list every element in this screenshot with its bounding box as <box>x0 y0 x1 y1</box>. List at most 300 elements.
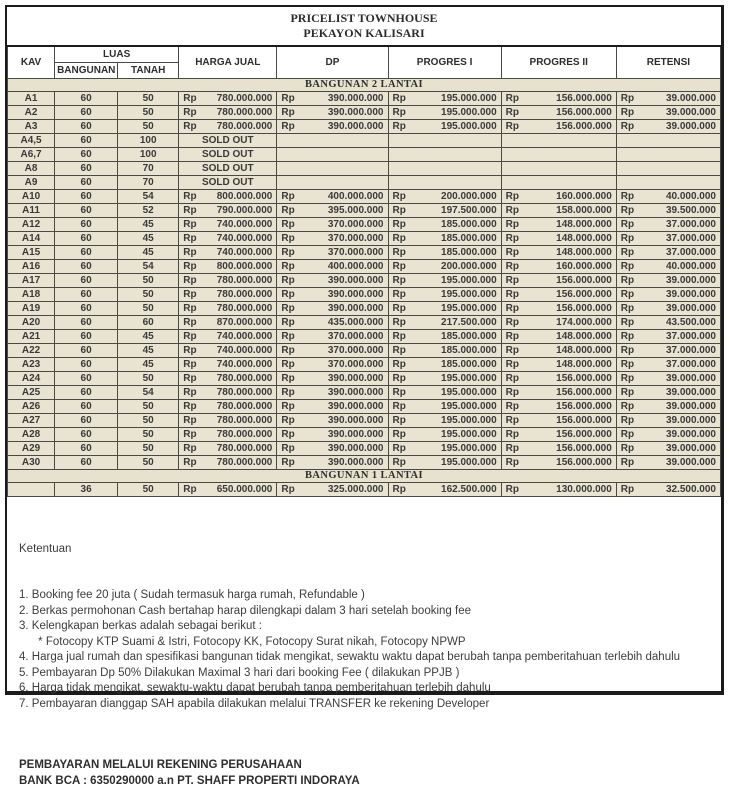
kav-cell: A21 <box>8 329 55 343</box>
tanah-cell: 52 <box>118 203 179 217</box>
amount-value: 390.000.000 <box>327 302 384 314</box>
amount-value: 740.000.000 <box>216 218 273 230</box>
progres-2-cell <box>501 385 616 399</box>
amount-value: 148.000.000 <box>556 358 612 370</box>
amount-value: 185.000.000 <box>441 232 497 244</box>
dp-cell <box>277 385 388 399</box>
tanah-cell: 50 <box>118 371 179 385</box>
harga-jual-cell <box>179 105 277 119</box>
retensi-cell <box>616 273 720 287</box>
dp-cell <box>277 413 388 427</box>
progres-1-cell <box>388 343 501 357</box>
amount-value: 156.000.000 <box>556 92 612 104</box>
terms-item: 3. Kelengkapan berkas adalah sebagai berikut : <box>19 620 262 632</box>
currency-label: Rp <box>505 288 519 300</box>
currency-label: Rp <box>183 106 197 118</box>
tanah-cell: 54 <box>118 189 179 203</box>
progres-2-cell <box>501 231 616 245</box>
bangunan-cell: 60 <box>55 329 118 343</box>
document-title: PRICELIST TOWNHOUSE <box>290 11 438 25</box>
kav-cell: A28 <box>8 427 55 441</box>
tanah-cell: 45 <box>118 329 179 343</box>
table-row <box>8 189 721 203</box>
currency-label: Rp <box>281 218 295 230</box>
progres-2-cell <box>501 203 616 217</box>
kav-cell: A3 <box>8 119 55 133</box>
harga-jual-cell <box>179 343 277 357</box>
currency-label: Rp <box>183 92 197 104</box>
amount-value: 195.000.000 <box>441 414 497 426</box>
bangunan-cell: 60 <box>55 441 118 455</box>
dp-cell <box>277 189 388 203</box>
dp-cell <box>277 329 388 343</box>
progres-2-cell <box>501 455 616 469</box>
retensi-cell <box>616 482 720 496</box>
amount-value: 37.000.000 <box>665 330 716 342</box>
currency-label: Rp <box>392 358 406 370</box>
payment-info <box>7 743 721 789</box>
currency-label: Rp <box>281 386 295 398</box>
currency-label: Rp <box>505 400 519 412</box>
kav-cell: A19 <box>8 301 55 315</box>
progres-1-cell <box>388 371 501 385</box>
table-row <box>8 357 721 371</box>
harga-jual-cell <box>179 329 277 343</box>
currency-label: Rp <box>505 428 519 440</box>
amount-value: 740.000.000 <box>216 330 273 342</box>
bangunan-cell: 60 <box>55 105 118 119</box>
table-row <box>8 133 721 147</box>
amount-value: 740.000.000 <box>216 358 273 370</box>
currency-label: Rp <box>392 483 406 495</box>
harga-jual-cell <box>179 217 277 231</box>
amount-value: 156.000.000 <box>556 274 612 286</box>
tanah-cell: 50 <box>118 301 179 315</box>
currency-label: Rp <box>281 92 295 104</box>
kav-cell: A17 <box>8 273 55 287</box>
amount-value: 156.000.000 <box>556 372 612 384</box>
dp-cell <box>277 273 388 287</box>
terms-item: 4. Harga jual rumah dan spesifikasi bangunan tidak mengikat, sewaktu waktu dapat berubah tanpa pemberitahuan terlebih dahulu <box>19 651 681 663</box>
currency-label: Rp <box>505 232 519 244</box>
amount-value: 156.000.000 <box>556 428 612 440</box>
amount-value: 780.000.000 <box>216 442 273 454</box>
dp-cell <box>277 357 388 371</box>
amount-value: 780.000.000 <box>216 302 273 314</box>
amount-value: 780.000.000 <box>216 92 273 104</box>
currency-label: Rp <box>392 442 406 454</box>
kav-cell: A11 <box>8 203 55 217</box>
harga-jual-cell <box>179 301 277 315</box>
amount-value: 195.000.000 <box>441 288 497 300</box>
currency-label: Rp <box>183 246 197 258</box>
table-row <box>8 455 721 469</box>
currency-label: Rp <box>620 246 635 258</box>
progres-2-cell <box>501 147 616 161</box>
pricelist-table-body <box>8 78 721 496</box>
retensi-cell <box>616 217 720 231</box>
currency-label: Rp <box>392 120 406 132</box>
currency-label: Rp <box>505 414 519 426</box>
amount-value: 195.000.000 <box>441 400 497 412</box>
currency-label: Rp <box>505 218 519 230</box>
dp-cell <box>277 231 388 245</box>
amount-value: 390.000.000 <box>327 442 384 454</box>
currency-label: Rp <box>183 218 197 230</box>
table-row <box>8 105 721 119</box>
amount-value: 390.000.000 <box>327 288 384 300</box>
bangunan-cell: 60 <box>55 455 118 469</box>
kav-cell: A16 <box>8 259 55 273</box>
tanah-cell: 70 <box>118 175 179 189</box>
bank-account-line: BANK BCA : 6350290000 a.n PT. SHAFF PROPERTI INDORAYA <box>19 775 360 787</box>
kav-cell: A9 <box>8 175 55 189</box>
currency-label: Rp <box>620 428 635 440</box>
retensi-cell <box>616 259 720 273</box>
section-header-label: BANGUNAN 1 LANTAI <box>8 469 721 482</box>
amount-value: 370.000.000 <box>327 232 384 244</box>
progres-2-cell <box>501 189 616 203</box>
currency-label: Rp <box>392 456 406 468</box>
progres-1-cell <box>388 301 501 315</box>
progres-2-cell <box>501 329 616 343</box>
harga-jual-cell <box>179 371 277 385</box>
progres-1-cell <box>388 315 501 329</box>
currency-label: Rp <box>183 274 197 286</box>
retensi-cell <box>616 427 720 441</box>
dp-cell <box>277 371 388 385</box>
currency-label: Rp <box>392 330 406 342</box>
currency-label: Rp <box>392 92 406 104</box>
table-row <box>8 385 721 399</box>
progres-1-cell <box>388 399 501 413</box>
retensi-cell <box>616 119 720 133</box>
currency-label: Rp <box>620 386 635 398</box>
table-row <box>8 413 721 427</box>
dp-cell <box>277 455 388 469</box>
retensi-cell <box>616 315 720 329</box>
amount-value: 197.500.000 <box>441 204 497 216</box>
currency-label: Rp <box>620 190 635 202</box>
table-row <box>8 329 721 343</box>
currency-label: Rp <box>392 260 406 272</box>
retensi-cell <box>616 175 720 189</box>
bangunan-cell: 60 <box>55 385 118 399</box>
amount-value: 195.000.000 <box>441 386 497 398</box>
retensi-cell <box>616 371 720 385</box>
amount-value: 780.000.000 <box>216 274 273 286</box>
tanah-cell: 70 <box>118 161 179 175</box>
amount-value: 370.000.000 <box>327 246 384 258</box>
progres-1-cell <box>388 105 501 119</box>
currency-label: Rp <box>183 288 197 300</box>
bangunan-cell: 60 <box>55 147 118 161</box>
currency-label: Rp <box>183 302 197 314</box>
kav-cell: A8 <box>8 161 55 175</box>
tanah-cell: 50 <box>118 287 179 301</box>
currency-label: Rp <box>281 358 295 370</box>
harga-jual-cell <box>179 482 277 496</box>
tanah-cell: 100 <box>118 147 179 161</box>
amount-value: 185.000.000 <box>441 218 497 230</box>
currency-label: Rp <box>392 218 406 230</box>
amount-value: 174.000.000 <box>556 316 612 328</box>
amount-value: 148.000.000 <box>556 344 612 356</box>
currency-label: Rp <box>505 344 519 356</box>
tanah-cell: 54 <box>118 385 179 399</box>
kav-cell: A10 <box>8 189 55 203</box>
currency-label: Rp <box>505 260 519 272</box>
currency-label: Rp <box>620 442 635 454</box>
currency-label: Rp <box>183 120 197 132</box>
terms-list <box>19 588 721 712</box>
amount-value: 156.000.000 <box>556 442 612 454</box>
currency-label: Rp <box>183 456 197 468</box>
currency-label: Rp <box>620 316 635 328</box>
currency-label: Rp <box>620 204 635 216</box>
progres-1-cell <box>388 161 501 175</box>
dp-cell <box>277 427 388 441</box>
currency-label: Rp <box>505 92 519 104</box>
currency-label: Rp <box>392 246 406 258</box>
kav-cell: A20 <box>8 315 55 329</box>
currency-label: Rp <box>281 274 295 286</box>
currency-label: Rp <box>620 358 635 370</box>
progres-1-cell <box>388 455 501 469</box>
amount-value: 39.000.000 <box>665 274 716 286</box>
amount-value: 740.000.000 <box>216 232 273 244</box>
bangunan-cell: 60 <box>55 91 118 105</box>
table-row <box>8 231 721 245</box>
currency-label: Rp <box>620 414 635 426</box>
progres-1-cell <box>388 203 501 217</box>
dp-cell <box>277 399 388 413</box>
bangunan-cell: 60 <box>55 217 118 231</box>
dp-cell <box>277 259 388 273</box>
amount-value: 156.000.000 <box>556 386 612 398</box>
amount-value: 39.000.000 <box>665 92 716 104</box>
progres-2-cell <box>501 413 616 427</box>
amount-value: 39.000.000 <box>665 302 716 314</box>
pricelist-document <box>5 5 724 787</box>
tanah-cell: 45 <box>118 231 179 245</box>
currency-label: Rp <box>281 344 295 356</box>
column-header-bangunan: BANGUNAN <box>55 62 118 78</box>
currency-label: Rp <box>620 483 635 495</box>
amount-value: 195.000.000 <box>441 442 497 454</box>
retensi-cell <box>616 161 720 175</box>
terms-item: * Fotocopy KTP Suami & Istri, Fotocopy KK, Fotocopy Surat nikah, Fotocopy NPWP <box>19 635 466 648</box>
progres-1-cell <box>388 217 501 231</box>
currency-label: Rp <box>620 120 635 132</box>
payment-method-line: PEMBAYARAN MELALUI REKENING PERUSAHAAN <box>19 759 302 771</box>
retensi-cell <box>616 343 720 357</box>
table-row <box>8 273 721 287</box>
kav-cell: A29 <box>8 441 55 455</box>
currency-label: Rp <box>281 330 295 342</box>
dp-cell <box>277 441 388 455</box>
amount-value: 390.000.000 <box>327 386 384 398</box>
section-header-label: BANGUNAN 2 LANTAI <box>8 78 721 91</box>
amount-value: 39.000.000 <box>665 106 716 118</box>
progres-2-cell <box>501 91 616 105</box>
amount-value: 195.000.000 <box>441 456 497 468</box>
progres-2-cell <box>501 161 616 175</box>
progres-1-cell <box>388 357 501 371</box>
currency-label: Rp <box>281 414 295 426</box>
progres-1-cell <box>388 231 501 245</box>
tanah-cell: 50 <box>118 105 179 119</box>
dp-cell <box>277 343 388 357</box>
kav-cell: A30 <box>8 455 55 469</box>
kav-cell: A26 <box>8 399 55 413</box>
tanah-cell: 50 <box>118 91 179 105</box>
amount-value: 158.000.000 <box>556 204 612 216</box>
currency-label: Rp <box>620 456 635 468</box>
amount-value: 39.000.000 <box>665 428 716 440</box>
amount-value: 780.000.000 <box>216 120 273 132</box>
retensi-cell <box>616 133 720 147</box>
table-row <box>8 371 721 385</box>
currency-label: Rp <box>392 344 406 356</box>
amount-value: 37.000.000 <box>665 344 716 356</box>
currency-label: Rp <box>505 302 519 314</box>
amount-value: 390.000.000 <box>327 400 384 412</box>
amount-value: 370.000.000 <box>327 330 384 342</box>
amount-value: 39.000.000 <box>665 386 716 398</box>
progres-2-cell <box>501 119 616 133</box>
terms-item: 7. Pembayaran dianggap SAH apabila dilakukan melalui TRANSFER ke rekening Developer <box>19 697 490 710</box>
amount-value: 195.000.000 <box>441 92 497 104</box>
currency-label: Rp <box>183 204 197 216</box>
currency-label: Rp <box>620 302 635 314</box>
amount-value: 790.000.000 <box>216 204 273 216</box>
progres-2-cell <box>501 217 616 231</box>
table-row <box>8 245 721 259</box>
retensi-cell <box>616 399 720 413</box>
harga-jual-cell <box>179 119 277 133</box>
tanah-cell: 60 <box>118 315 179 329</box>
currency-label: Rp <box>620 106 635 118</box>
terms-item: 2. Berkas permohonan Cash bertahap harap dilengkapi dalam 3 hari setelah booking fee <box>19 604 471 617</box>
table-row <box>8 399 721 413</box>
currency-label: Rp <box>281 302 295 314</box>
section-header-row <box>8 78 721 91</box>
amount-value: 435.000.000 <box>327 316 384 328</box>
progres-2-cell <box>501 133 616 147</box>
currency-label: Rp <box>183 358 197 370</box>
amount-value: 148.000.000 <box>556 218 612 230</box>
tanah-cell: 45 <box>118 245 179 259</box>
currency-label: Rp <box>183 344 197 356</box>
table-row <box>8 119 721 133</box>
amount-value: 37.000.000 <box>665 232 716 244</box>
dp-cell <box>277 161 388 175</box>
tanah-cell: 50 <box>118 482 179 496</box>
currency-label: Rp <box>505 204 519 216</box>
table-row <box>8 315 721 329</box>
harga-jual-cell <box>179 273 277 287</box>
progres-1-cell <box>388 413 501 427</box>
amount-value: 185.000.000 <box>441 344 497 356</box>
currency-label: Rp <box>505 456 519 468</box>
progres-2-cell <box>501 287 616 301</box>
table-row <box>8 343 721 357</box>
progres-1-cell <box>388 287 501 301</box>
currency-label: Rp <box>183 386 197 398</box>
dp-cell <box>277 245 388 259</box>
currency-label: Rp <box>620 232 635 244</box>
harga-jual-cell <box>179 287 277 301</box>
terms-item: 5. Pembayaran Dp 50% Dilakukan Maximal 3 hari dari booking Fee ( dilakukan PPJB ) <box>19 666 460 679</box>
document-title-block <box>7 7 721 45</box>
harga-jual-cell <box>179 357 277 371</box>
retensi-cell <box>616 413 720 427</box>
bangunan-cell: 60 <box>55 189 118 203</box>
dp-cell <box>277 91 388 105</box>
retensi-cell <box>616 231 720 245</box>
progres-2-cell <box>501 175 616 189</box>
kav-cell: A15 <box>8 245 55 259</box>
amount-value: 37.000.000 <box>665 218 716 230</box>
amount-value: 185.000.000 <box>441 358 497 370</box>
bangunan-cell: 60 <box>55 343 118 357</box>
terms-heading: Ketentuan <box>19 542 72 555</box>
retensi-cell <box>616 287 720 301</box>
progres-1-cell <box>388 385 501 399</box>
amount-value: 40.000.000 <box>665 190 716 202</box>
kav-cell: A1 <box>8 91 55 105</box>
progres-1-cell <box>388 175 501 189</box>
retensi-cell <box>616 245 720 259</box>
pricelist-table <box>7 45 721 497</box>
kav-cell: A27 <box>8 413 55 427</box>
terms-item: 6. Harga tidak mengikat, sewaktu-waktu dapat berubah tanpa pemberitahuan terlebih dahulu <box>19 682 491 694</box>
currency-label: Rp <box>281 260 295 272</box>
table-row <box>8 203 721 217</box>
bangunan-cell: 60 <box>55 273 118 287</box>
currency-label: Rp <box>392 288 406 300</box>
progres-1-cell <box>388 259 501 273</box>
column-header-dp: DP <box>277 46 388 78</box>
currency-label: Rp <box>281 246 295 258</box>
amount-value: 370.000.000 <box>327 358 384 370</box>
progres-2-cell <box>501 357 616 371</box>
column-header-tanah: TANAH <box>118 62 179 78</box>
retensi-cell <box>616 105 720 119</box>
dp-cell <box>277 133 388 147</box>
bangunan-cell: 60 <box>55 175 118 189</box>
amount-value: 195.000.000 <box>441 372 497 384</box>
harga-jual-cell <box>179 455 277 469</box>
currency-label: Rp <box>183 316 197 328</box>
currency-label: Rp <box>392 372 406 384</box>
currency-label: Rp <box>183 190 197 202</box>
amount-value: 800.000.000 <box>216 260 273 272</box>
currency-label: Rp <box>392 428 406 440</box>
amount-value: 200.000.000 <box>441 260 497 272</box>
amount-value: 162.500.000 <box>441 483 497 495</box>
bangunan-cell: 60 <box>55 413 118 427</box>
tanah-cell: 45 <box>118 217 179 231</box>
progres-1-cell <box>388 427 501 441</box>
currency-label: Rp <box>183 372 197 384</box>
currency-label: Rp <box>620 400 635 412</box>
amount-value: 39.000.000 <box>665 372 716 384</box>
amount-value: 390.000.000 <box>327 414 384 426</box>
table-row <box>8 91 721 105</box>
currency-label: Rp <box>281 316 295 328</box>
